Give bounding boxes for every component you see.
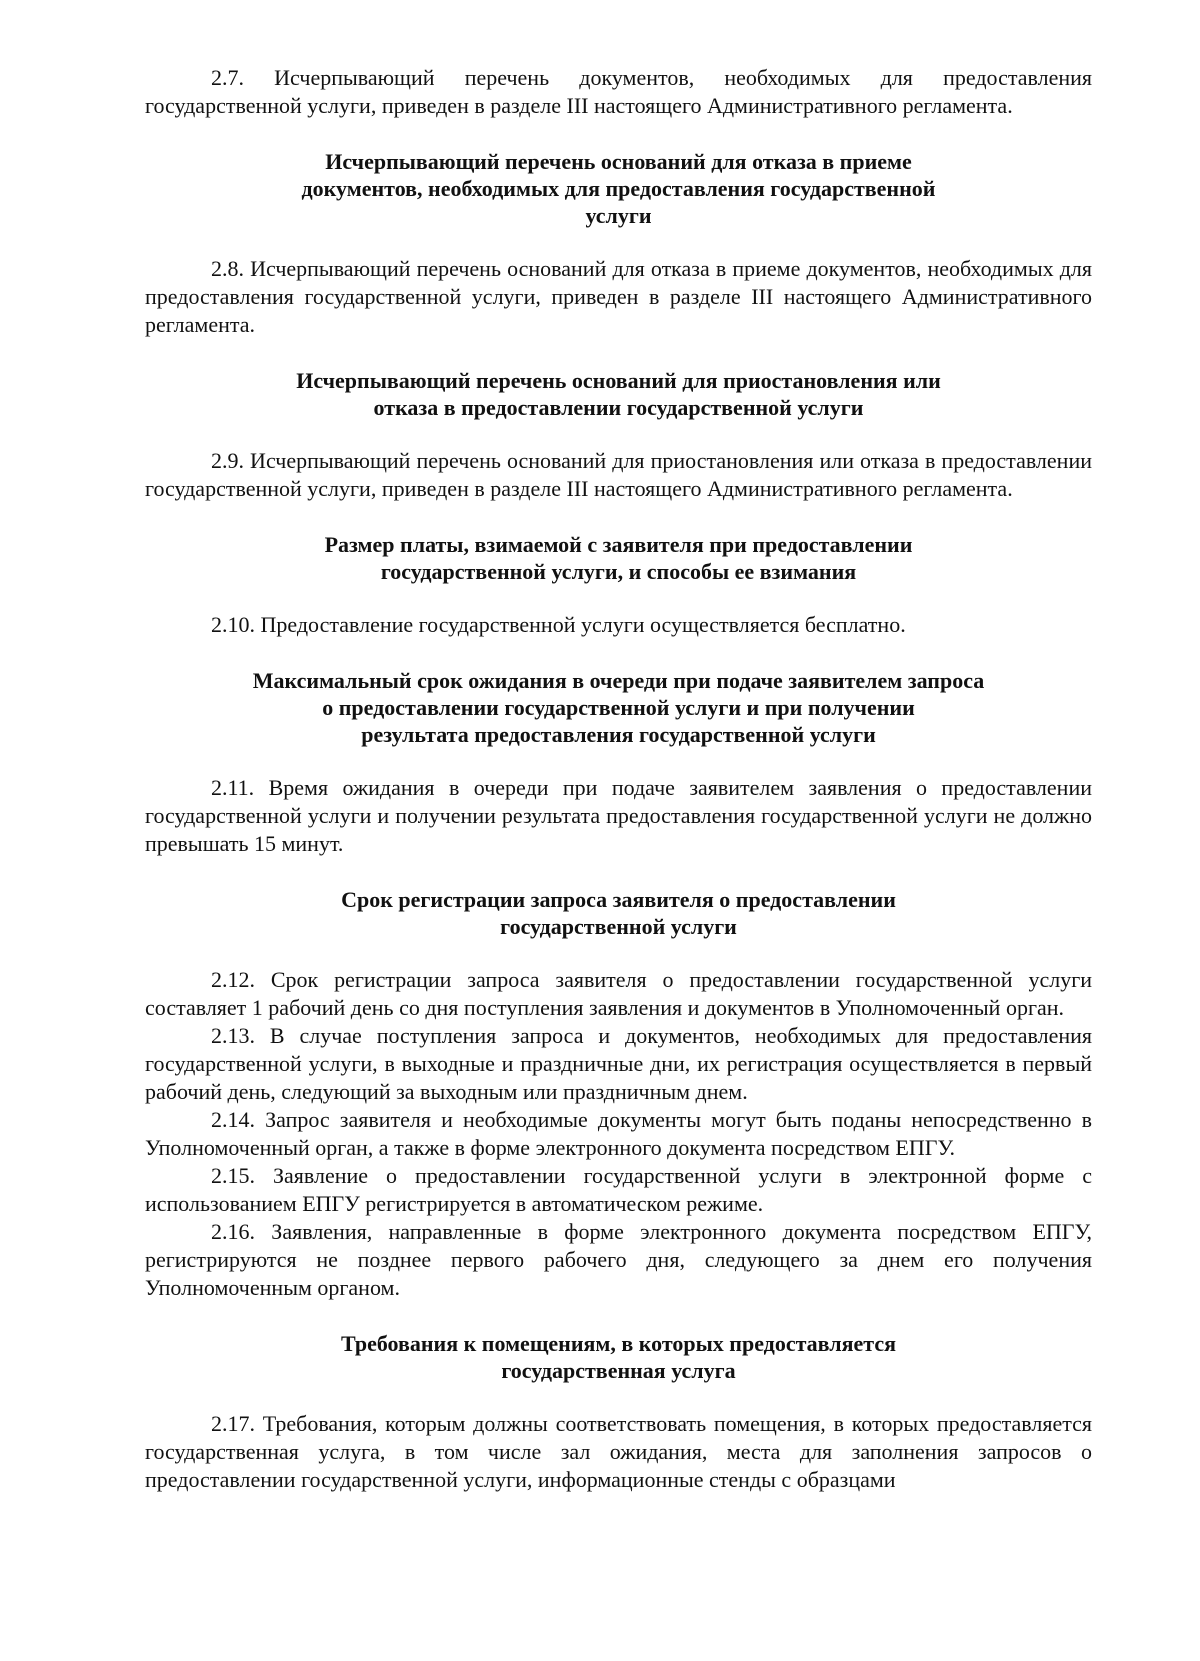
heading-line: услуги xyxy=(585,203,652,228)
paragraph-2-7: 2.7. Исчерпывающий перечень документов, необходимых для предоставления государственной услуги, приведен в разделе III настоящего Административного регламента. xyxy=(145,65,1092,118)
heading-line: государственная услуга xyxy=(501,1358,736,1383)
heading-line: Максимальный срок ожидания в очереди при подаче заявителем запроса xyxy=(252,668,985,693)
paragraph-2-16: 2.16. Заявления, направленные в форме электронного документа посредством ЕПГУ, регистрируются не позднее первого рабочего дня, следующего за днем его получения Уполномоченным органом. xyxy=(145,1219,1092,1300)
heading-line: о предоставлении государственной услуги и при получении xyxy=(322,695,915,720)
heading-premises xyxy=(145,1330,1092,1384)
heading-line: Размер платы, взимаемой с заявителя при предоставлении xyxy=(324,532,913,557)
heading-line: Исчерпывающий перечень оснований для отказа в приеме xyxy=(325,149,912,174)
paragraph-2-15: 2.15. Заявление о предоставлении государственной услуги в электронной форме с использованием ЕПГУ регистрируется в автоматическом режиме. xyxy=(145,1163,1092,1216)
heading-line: документов, необходимых для предоставления государственной xyxy=(301,176,936,201)
heading-line: отказа в предоставлении государственной услуги xyxy=(373,395,864,420)
heading-registration-term xyxy=(145,886,1092,940)
heading-queue-time xyxy=(145,667,1092,748)
paragraph-2-17: 2.17. Требования, которым должны соответствовать помещения, в которых предоставляется государственная услуга, в том числе зал ожидания, места для заполнения запросов о предоставлении государственной услуги, информационные стенды с образцами xyxy=(145,1411,1092,1492)
heading-refusal-acceptance xyxy=(145,148,1092,229)
paragraph-2-11: 2.11. Время ожидания в очереди при подаче заявителем заявления о предоставлении государственной услуги и получении результата предоставления государственной услуги не должно превышать 15 минут. xyxy=(145,775,1092,856)
heading-line: Срок регистрации запроса заявителя о предоставлении xyxy=(341,887,896,912)
paragraph-2-10: 2.10. Предоставление государственной услуги осуществляется бесплатно. xyxy=(211,612,906,637)
heading-line: государственной услуги xyxy=(500,914,737,939)
paragraph-2-12: 2.12. Срок регистрации запроса заявителя о предоставлении государственной услуги составляет 1 рабочий день со дня поступления заявления и документов в Уполномоченный орган. xyxy=(145,967,1092,1020)
heading-line: результата предоставления государственной услуги xyxy=(361,722,876,747)
paragraph-2-14: 2.14. Запрос заявителя и необходимые документы могут быть поданы непосредственно в Уполномоченный орган, а также в форме электронного документа посредством ЕПГУ. xyxy=(145,1107,1092,1160)
heading-suspension xyxy=(145,367,1092,421)
paragraph-2-9: 2.9. Исчерпывающий перечень оснований для приостановления или отказа в предоставлении государственной услуги, приведен в разделе III настоящего Административного регламента. xyxy=(145,448,1092,501)
heading-line: Исчерпывающий перечень оснований для приостановления или xyxy=(296,368,941,393)
paragraph-2-13: 2.13. В случае поступления запроса и документов, необходимых для предоставления государственной услуги, в выходные и праздничные дни, их регистрация осуществляется в первый рабочий день, следующий за выходным или праздничным днем. xyxy=(145,1023,1092,1104)
heading-fee xyxy=(145,531,1092,585)
heading-line: Требования к помещениям, в которых предоставляется xyxy=(341,1331,896,1356)
paragraph-2-8: 2.8. Исчерпывающий перечень оснований для отказа в приеме документов, необходимых для предоставления государственной услуги, приведен в разделе III настоящего Административного регламента. xyxy=(145,256,1092,337)
heading-line: государственной услуги, и способы ее взимания xyxy=(380,559,857,584)
